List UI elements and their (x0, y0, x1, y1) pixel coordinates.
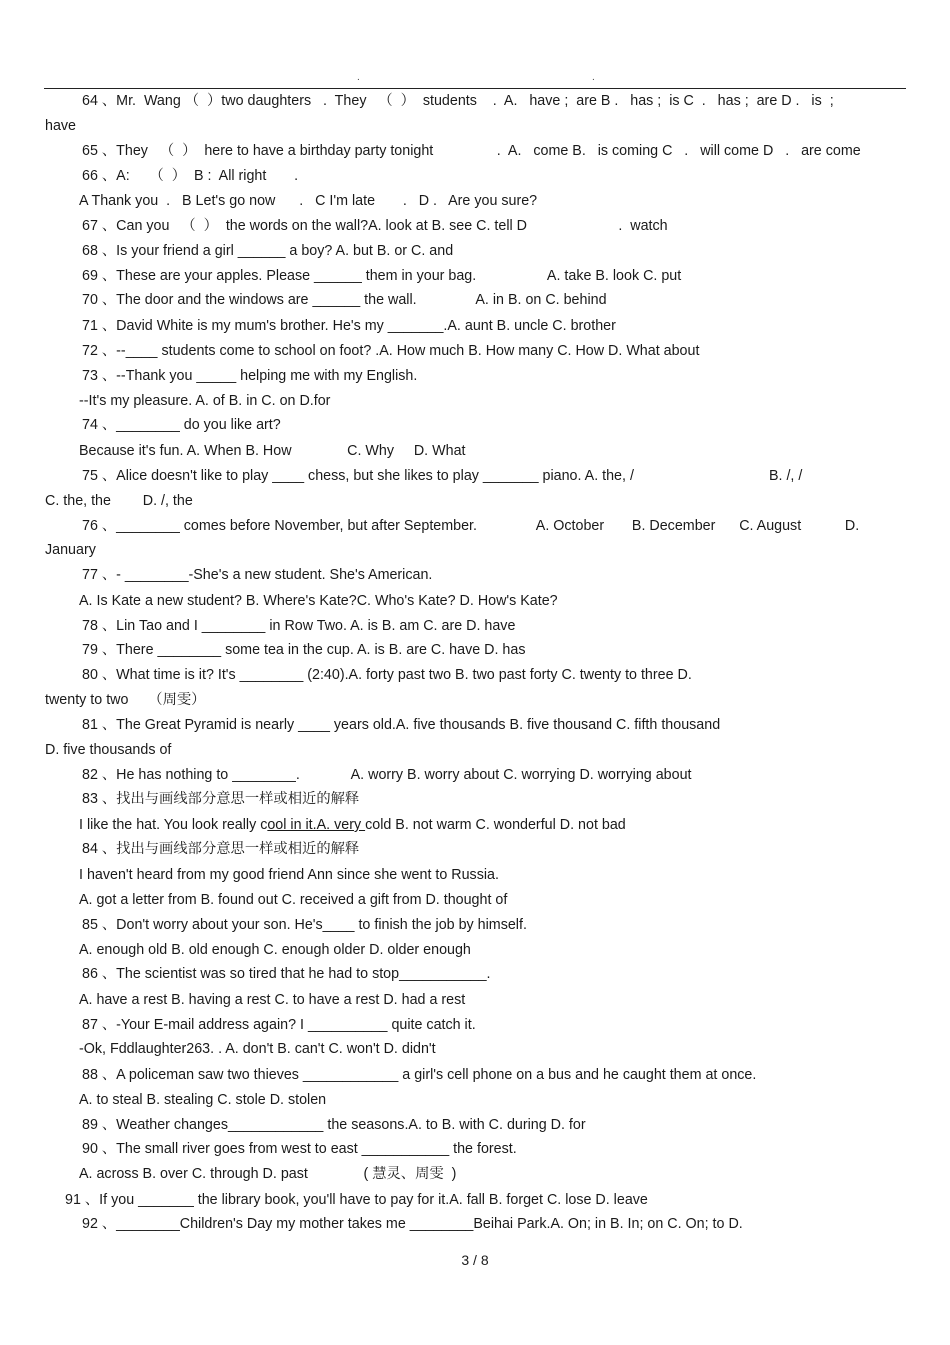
q73-line: 73 、--Thank you _____ helping me with my English. (82, 368, 418, 384)
q83-line: 83 、找出与画线部分意思一样或相近的解释 (82, 791, 360, 807)
q64-line: 64 、Mr. Wang （ ）two daughters . They （ ） students . A. have ; are B . has ; is C . has ; are D . is ; (82, 93, 834, 109)
q66-line: 66 、A: （ ） B : All right . (82, 168, 299, 184)
q82-line: 82 、He has nothing to ________. A. worry B. worry about C. worrying D. worrying about (82, 767, 692, 783)
q74-line: 74 、________ do you like art? (82, 417, 281, 433)
q81-cont-line: D. five thousands of (45, 742, 172, 758)
q91-line: 91 、If you _______ the library book, you'll have to pay for it.A. fall B. forget C. lose D. leave (65, 1192, 648, 1208)
q85-line: 85 、Don't worry about your son. He's____ to finish the job by himself. (82, 917, 527, 933)
q77-options-line: A. Is Kate a new student? B. Where's Kate?C. Who's Kate? D. How's Kate? (79, 593, 558, 609)
q71-line: 71 、David White is my mum's brother. He's my _______.A. aunt B. uncle C. brother (82, 318, 616, 334)
q86-options-line: A. have a rest B. having a rest C. to have a rest D. had a rest (79, 992, 466, 1008)
q84-sentence-line: I haven't heard from my good friend Ann since she went to Russia. (79, 867, 499, 883)
q80-line: 80 、What time is it? It's ________ (2:40).A. forty past two B. two past forty C. twenty to three D. (82, 667, 692, 683)
q90-line: 90 、The small river goes from west to east ___________ the forest. (82, 1141, 517, 1157)
q78-line: 78 、Lin Tao and I ________ in Row Two. A. is B. am C. are D. have (82, 618, 516, 634)
page-number: 3 / 8 (461, 1252, 489, 1268)
q88-line: 88 、A policeman saw two thieves ____________ a girl's cell phone on a bus and he caught them at once. (82, 1067, 757, 1083)
q64-cont-line: have (45, 118, 77, 134)
q72-line: 72 、--____ students come to school on foot? .A. How much B. How many C. How D. What about (82, 343, 700, 359)
q92-line: 92 、________Children's Day my mother takes me ________Beihai Park.A. On; in B. In; on C. On; to D. (82, 1216, 743, 1232)
q70-line: 70 、The door and the windows are ______ the wall. A. in B. on C. behind (82, 292, 607, 308)
q76-line: 76 、________ comes before November, but after September. A. October B. December C. August D. (82, 518, 860, 534)
q75-line: 75 、Alice doesn't like to play ____ chess, but she likes to play _______ piano. A. the, / B. /, / (82, 468, 803, 484)
q69-line: 69 、These are your apples. Please ______ them in your bag. A. take B. look C. put (82, 268, 682, 284)
q89-line: 89 、Weather changes____________ the seasons.A. to B. with C. during D. for (82, 1117, 586, 1133)
q84-line: 84 、找出与画线部分意思一样或相近的解释 (82, 841, 360, 857)
q68-line: 68 、Is your friend a girl ______ a boy? A. but B. or C. and (82, 243, 454, 259)
header-dot-left: . (357, 72, 360, 83)
header-rule (44, 88, 906, 89)
header-dot-right: . (592, 72, 595, 83)
underlined-phrase: ool in it.A. very (267, 817, 366, 833)
q79-line: 79 、There ________ some tea in the cup. A. is B. are C. have D. has (82, 642, 526, 658)
q87-answer-line: -Ok, Fddlaughter263. . A. don't B. can't C. won't D. didn't (79, 1041, 436, 1057)
q80-cont-line: twenty to two （周雯） (45, 692, 206, 708)
q87-line: 87 、-Your E-mail address again? I __________ quite catch it. (82, 1017, 476, 1033)
q75-cont-line: C. the, the D. /, the (45, 493, 193, 509)
q90-options-line: A. across B. over C. through D. past ( 慧灵、周雯 ) (79, 1166, 457, 1182)
q66-options-line: A Thank you . B Let's go now . C I'm late . D . Are you sure? (79, 193, 538, 209)
q81-line: 81 、The Great Pyramid is nearly ____ years old.A. five thousands B. five thousand C. fifth thousand (82, 717, 721, 733)
q73-answer-line: --It's my pleasure. A. of B. in C. on D.for (79, 393, 331, 409)
q83-sentence-line: I like the hat. You look really cool in it.A. very cold B. not warm C. wonderful D. not bad (79, 817, 626, 833)
q88-options-line: A. to steal B. stealing C. stole D. stolen (79, 1092, 327, 1108)
q76-cont-line: January (45, 542, 96, 558)
q84-options-line: A. got a letter from B. found out C. received a gift from D. thought of (79, 892, 508, 908)
q65-line: 65 、They （ ） here to have a birthday party tonight . A. come B. is coming C . will come D . are come (82, 143, 861, 159)
q67-line: 67 、Can you （ ） the words on the wall?A. look at B. see C. tell D . watch (82, 218, 668, 234)
q86-line: 86 、The scientist was so tired that he had to stop___________. (82, 966, 491, 982)
q85-options-line: A. enough old B. old enough C. enough older D. older enough (79, 942, 471, 958)
q74-options-line: Because it's fun. A. When B. How C. Why D. What (79, 443, 466, 459)
q77-line: 77 、- ________-She's a new student. She's American. (82, 567, 433, 583)
